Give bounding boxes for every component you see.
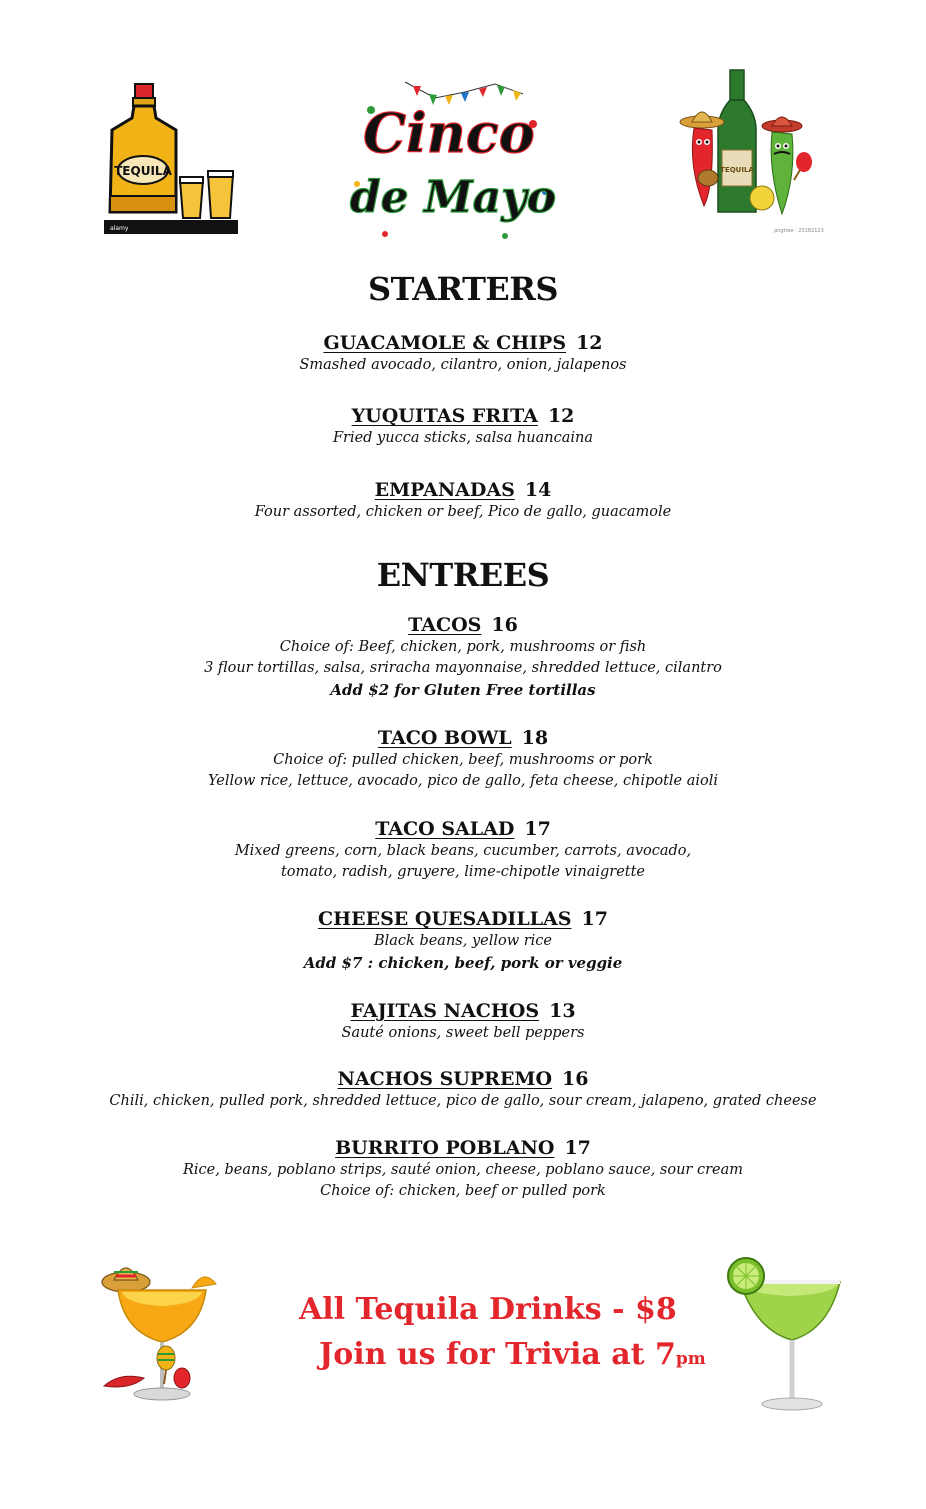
menu-item-name: TACO SALAD <box>375 818 515 840</box>
cinco-de-mayo-logo <box>345 64 557 248</box>
menu-item-description: Smashed avocado, cilantro, onion, jalapenos <box>299 357 627 373</box>
menu-item-name: EMPANADAS <box>374 479 515 501</box>
menu-item-description: Sauté onions, sweet bell peppers <box>341 1025 585 1041</box>
promo-trivia-suffix: pm <box>675 1349 706 1369</box>
margarita-sombrero-illustration <box>100 1254 224 1410</box>
menu-item-name: BURRITO POBLANO <box>335 1137 555 1159</box>
menu-item-description: Choice of: chicken, beef or pulled pork <box>320 1183 606 1199</box>
menu-item-heading <box>0 331 926 355</box>
menu-item-description: 3 flour tortillas, salsa, sriracha mayonnaise, shredded lettuce, cilantro <box>204 660 722 676</box>
menu-item-description: Choice of: Beef, chicken, pork, mushrooms or fish <box>279 639 647 655</box>
menu-item-description: Choice of: pulled chicken, beef, mushrooms or pork <box>273 752 653 768</box>
tequila-bottle-illustration <box>104 78 238 234</box>
stock-watermark-right: pngtree · 23182123 <box>774 228 824 234</box>
menu-item-price: 17 <box>564 1137 591 1159</box>
menu-item-description: Rice, beans, poblano strips, sauté onion, cheese, poblano sauce, sour cream <box>183 1162 743 1178</box>
menu-item-note: Add $7 : chicken, beef, pork or veggie <box>303 954 623 972</box>
menu-item-note: Add $2 for Gluten Free tortillas <box>330 681 596 699</box>
menu-item-price: 16 <box>491 614 518 636</box>
menu-item-description: Chili, chicken, pulled pork, shredded lettuce, pico de gallo, sour cream, jalapeno, grated cheese <box>109 1093 817 1109</box>
menu-item-heading <box>0 726 926 750</box>
small-tequila-label: TEQUILA <box>720 166 754 174</box>
menu-item-price: 17 <box>581 908 608 930</box>
menu-item-heading <box>0 1067 926 1091</box>
promo-trivia <box>319 1337 706 1372</box>
menu-item-heading <box>0 1136 926 1160</box>
menu-item-heading <box>0 907 926 931</box>
menu-item-name: NACHOS SUPREMO <box>337 1068 553 1090</box>
menu-item-price: 18 <box>521 727 549 749</box>
menu-item-heading <box>0 478 926 502</box>
menu-item-price: 14 <box>524 479 552 501</box>
menu-item <box>0 331 926 376</box>
promo-trivia-text: Join us for Trivia at 7 <box>319 1337 676 1372</box>
menu-item <box>0 1067 926 1112</box>
chili-peppers-bottle-illustration <box>678 66 824 236</box>
menu-item <box>0 907 926 974</box>
tequila-bottle-label: TEQUILA <box>114 164 172 178</box>
menu-item-description: Fried yucca sticks, salsa huancaina <box>332 430 594 446</box>
menu-item-name: GUACAMOLE & CHIPS <box>323 332 567 354</box>
menu-item-price: 12 <box>576 332 603 354</box>
menu-item <box>0 726 926 792</box>
menu-item-price: 16 <box>562 1068 589 1090</box>
menu-item-description: Black beans, yellow rice <box>373 933 553 949</box>
starters-title: STARTERS <box>368 270 558 308</box>
menu-item <box>0 817 926 883</box>
menu-item-heading <box>0 999 926 1023</box>
menu-item <box>0 404 926 449</box>
menu-item-name: FAJITAS NACHOS <box>350 1000 540 1022</box>
menu-item-heading <box>0 817 926 841</box>
logo-text-cinco: Cinco <box>363 101 535 165</box>
menu-item-heading <box>0 404 926 428</box>
menu-item-price: 17 <box>524 818 551 840</box>
menu-item-name: CHEESE QUESADILLAS <box>318 908 572 930</box>
menu-item-price: 12 <box>547 405 575 427</box>
menu-item-description: Mixed greens, corn, black beans, cucumber, carrots, avocado, <box>234 843 692 859</box>
menu-item-name: TACO BOWL <box>377 727 512 749</box>
menu-item <box>0 1136 926 1202</box>
menu-item <box>0 999 926 1044</box>
menu-item-name: YUQUITAS FRITA <box>351 405 538 427</box>
menu-item-name: TACOS <box>408 614 482 636</box>
menu-item-description: Yellow rice, lettuce, avocado, pico de gallo, feta cheese, chipotle aioli <box>207 773 719 789</box>
menu-item-description: Four assorted, chicken or beef, Pico de gallo, guacamole <box>254 504 672 520</box>
menu-item-description: tomato, radish, gruyere, lime-chipotle vinaigrette <box>280 864 646 880</box>
menu-item-heading <box>0 613 926 637</box>
menu-item-price: 13 <box>549 1000 576 1022</box>
menu-item <box>0 613 926 701</box>
green-margarita-illustration <box>724 1254 848 1414</box>
logo-text-de-mayo: de Mayo <box>349 172 557 223</box>
entrees-title: ENTREES <box>376 556 550 594</box>
menu-item <box>0 478 926 523</box>
promo-tequila-drinks: All Tequila Drinks - $8 <box>299 1292 677 1327</box>
stock-watermark-left: alamy <box>110 225 129 232</box>
